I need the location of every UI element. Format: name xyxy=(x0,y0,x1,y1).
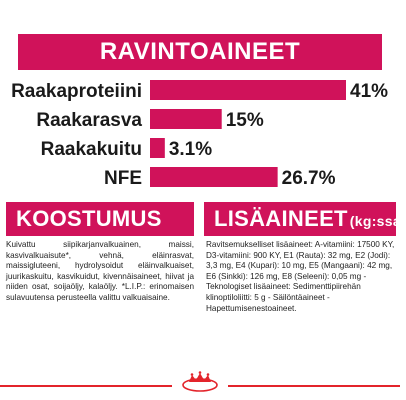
category-label: Raakaproteiini xyxy=(11,81,142,102)
footer-stripe-right xyxy=(228,385,400,387)
footer-stripe-left xyxy=(0,385,172,387)
royal-canin-crown-logo-icon xyxy=(180,370,220,392)
koostumus-header xyxy=(6,202,194,236)
lisaaineet-text: Ravitsemukselliset lisäaineet: A-vitamiini: 17500 KY, D3-vitamiini: 900 KY, E1 (Rauta): 32 mg, E2 (Jodi): 3,3 mg, E4 (Kupari): 10 mg, E5 (Mangaani): 42 mg, E6 (Sinkki): 126 mg, E8 (Seleeni): 0,05 mg - Teknologiset lisäaineet: Sedimenttipiirehän klinoptiloliitti: 5 g - Säilöntäaineet - Hapettumisenestoaineet. xyxy=(206,240,395,313)
value-label: 26.7% xyxy=(281,168,336,189)
value-label: 41% xyxy=(350,81,389,102)
koostumus-text: Kuivattu siipikarjanvalkuainen, maissi, kasvivalkuaisute*, vehnä, eläinrasvat, maissigluteeni, hydrolysoidut eläinvalkuaiset, juurikaskuitu, kasvikuidut, kivennäisaineet, hiivat ja niiden osat, soijaöljy, kalaöljy. *L.I.P.: erinomaisen sulavuutensa perusteella valittu valkuaisaine. xyxy=(6,240,194,302)
category-label: NFE xyxy=(104,168,142,189)
nutrient-bar-chart xyxy=(0,74,400,198)
lisaaineet-header xyxy=(204,202,406,236)
bar xyxy=(150,109,222,129)
bar xyxy=(150,167,278,187)
lisaaineet-unit: (kg:ssa) xyxy=(349,213,406,229)
bar xyxy=(150,138,165,158)
lisaaineet-heading: LISÄAINEET (kg:ssa) xyxy=(214,206,406,231)
value-label: 3.1% xyxy=(168,139,213,160)
top-banner xyxy=(0,0,400,34)
page-title: RAVINTOAINEET xyxy=(99,38,301,65)
category-label: Raakakuitu xyxy=(40,139,142,160)
koostumus-heading: KOOSTUMUS xyxy=(16,206,162,231)
category-label: Raakarasva xyxy=(36,110,142,131)
value-label: 15% xyxy=(225,110,264,131)
title-bar xyxy=(18,34,382,70)
bar xyxy=(150,80,346,100)
